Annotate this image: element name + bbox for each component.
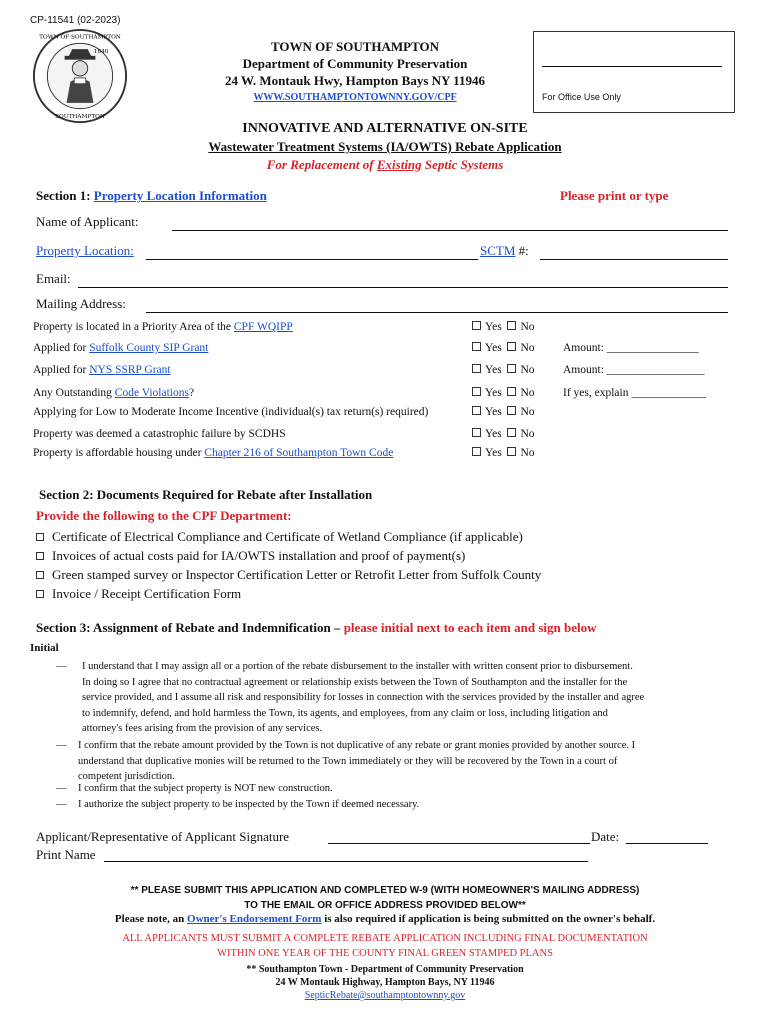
q7-no-label: No: [520, 447, 535, 459]
doc-item: [36, 565, 541, 584]
p4-dash[interactable]: —: [56, 799, 67, 810]
footer-line2: TO THE EMAIL OR OFFICE ADDRESS PROVIDED BELOW**: [244, 900, 526, 911]
q7-no-checkbox[interactable]: [507, 447, 516, 456]
footer-red1: ALL APPLICANTS MUST SUBMIT A COMPLETE REBATE APPLICATION INCLUDING FINAL DOCUMENTATION: [122, 933, 648, 944]
q2-no-label: No: [520, 342, 535, 354]
seal-bottom-text: SOUTHAMPTON: [55, 114, 105, 121]
q1-link[interactable]: CPF WQIPP: [233, 321, 293, 333]
footer-addr2: 24 W Montauk Highway, Hampton Bays, NY 11946: [275, 977, 495, 988]
p1-line-1: I understand that I may assign all or a portion of the rebate disbursement to the installer with written consent prior to disbursement.: [82, 661, 633, 672]
q6-yesno: [472, 428, 535, 440]
paragraph-1: [82, 659, 742, 737]
mailing-field[interactable]: [146, 298, 728, 313]
office-use-label: For Office Use Only: [542, 92, 621, 102]
email-field[interactable]: [78, 273, 728, 288]
title-block: [100, 121, 670, 173]
sctm-suffix: #:: [515, 243, 529, 258]
title-line3: [100, 157, 670, 173]
p2-line-1: I confirm that the rebate amount provided by the Town is not duplicative of any rebate or grant monies provided by another source. I: [78, 740, 636, 751]
footer-line1: ** PLEASE SUBMIT THIS APPLICATION AND COMPLETED W-9 (WITH HOMEOWNER'S MAILING ADDRESS): [130, 885, 640, 896]
office-use-box: [533, 31, 735, 113]
doc-item: [36, 546, 541, 565]
q2-amount[interactable]: Amount: ________________: [563, 342, 699, 354]
sctm-label-wrap: [480, 243, 529, 259]
print-name-field[interactable]: [104, 847, 588, 862]
q3-yes-label: Yes: [485, 364, 502, 376]
seal-year: 1640: [93, 48, 109, 55]
title-line3-em: Existing: [376, 157, 422, 172]
section3-label: Section 3: Assignment of Rebate and Indemnification –: [36, 620, 344, 635]
p1-line-5: attorney's fees arising from the provision of any services.: [82, 723, 323, 734]
section1-link[interactable]: Property Location Information: [93, 188, 267, 203]
q3-no-label: No: [520, 364, 535, 376]
section2-list: [36, 527, 541, 603]
print-note: Please print or type: [560, 188, 669, 203]
doc-checkbox-1[interactable]: [36, 533, 44, 541]
title-line3-post: Septic Systems: [421, 157, 504, 172]
name-field[interactable]: [172, 216, 728, 231]
q1-yesno: [472, 321, 535, 333]
footer-note-post: is also required if application is being submitted on the owner's behalf.: [321, 913, 656, 925]
section1-label: Section 1:: [36, 188, 94, 203]
footer-red-notice: [40, 931, 730, 961]
p1-dash[interactable]: —: [56, 661, 67, 672]
footer-email-link[interactable]: SepticRebate@southamptontownny.gov: [304, 990, 466, 1001]
email-label: Email:: [36, 271, 71, 286]
q3-yes-checkbox[interactable]: [472, 364, 481, 373]
q6-yes-checkbox[interactable]: [472, 428, 481, 437]
q7-yesno: [472, 447, 535, 459]
q7-text: [33, 447, 393, 459]
doc-item-4: Invoice / Receipt Certification Form: [52, 586, 242, 601]
q4-pre: Any Outstanding: [33, 387, 115, 399]
p1-line-2: In doing so I agree that no contractual agreement or relationship exists between the Town of Southampton and the installer for the: [82, 676, 628, 688]
q1-no-label: No: [520, 321, 535, 333]
q4-yes-label: Yes: [485, 387, 502, 399]
q5-yes-label: Yes: [485, 406, 502, 418]
doc-item-1: Certificate of Electrical Compliance and Certificate of Wetland Compliance (if applicable): [52, 529, 523, 544]
name-label: Name of Applicant:: [36, 214, 139, 229]
doc-checkbox-3[interactable]: [36, 571, 44, 579]
p2-dash[interactable]: —: [56, 740, 67, 751]
signature-field[interactable]: [328, 829, 590, 844]
q7-link[interactable]: Chapter 216 of Southampton Town Code: [204, 447, 394, 459]
q5-no-label: No: [520, 406, 535, 418]
q1-no-checkbox[interactable]: [507, 321, 516, 330]
q6-text: Property was deemed a catastrophic failure by SCDHS: [33, 428, 286, 440]
date-label: Date:: [591, 829, 620, 844]
q5-no-checkbox[interactable]: [507, 406, 516, 415]
sctm-label[interactable]: SCTM: [480, 243, 516, 258]
section2-heading: Section 2: Documents Required for Rebate after Installation: [39, 487, 373, 502]
footer-note-pre: Please note, an: [114, 913, 188, 925]
header-town: TOWN OF SOUTHAMPTON: [270, 39, 440, 54]
title-line1: INNOVATIVE AND ALTERNATIVE ON-SITE: [242, 121, 528, 136]
doc-item-2: Invoices of actual costs paid for IA/OWTS installation and proof of payment(s): [52, 548, 466, 563]
q3-pre: Applied for: [33, 364, 90, 376]
q1-pre: Property is located in a Priority Area of the: [33, 321, 234, 333]
office-use-line[interactable]: [542, 66, 722, 67]
paragraph-3: I confirm that the subject property is NOT new construction.: [78, 783, 333, 794]
signature-label: Applicant/Representative of Applicant Signature: [36, 829, 290, 844]
q4-yes-checkbox[interactable]: [472, 387, 481, 396]
section2-provide: Provide the following to the CPF Department:: [36, 508, 292, 523]
q2-yesno: [472, 342, 535, 354]
property-label[interactable]: Property Location:: [36, 243, 134, 258]
title-line2: Wastewater Treatment Systems (IA/OWTS) Rebate Application: [208, 139, 562, 154]
section3-heading: [36, 620, 596, 636]
q2-no-checkbox[interactable]: [507, 342, 516, 351]
town-seal-logo: [32, 28, 128, 124]
footer-submit: [60, 883, 710, 913]
p1-line-4: to indemnify, defend, and hold harmless the Town, its agents, and employees, from any claim or loss, including litigation and: [82, 707, 608, 719]
section3-label-red: please initial next to each item and sign below: [343, 620, 597, 635]
sctm-field[interactable]: [540, 245, 728, 260]
q2-link[interactable]: Suffolk County SIP Grant: [89, 342, 209, 354]
q6-no-label: No: [520, 428, 535, 440]
header-website-link[interactable]: WWW.SOUTHAMPTONTOWNNY.GOV/CPF: [253, 92, 457, 103]
q5-text: Applying for Low to Moderate Income Incentive (individual(s) tax return(s) required): [33, 406, 429, 418]
q4-link[interactable]: Code Violations: [114, 387, 189, 399]
mailing-label: Mailing Address:: [36, 296, 126, 311]
q4-explain[interactable]: If yes, explain _____________: [563, 387, 707, 399]
q7-yes-checkbox[interactable]: [472, 447, 481, 456]
q4-yesno: [472, 387, 535, 399]
q4-text: [33, 387, 194, 399]
q2-yes-label: Yes: [485, 342, 502, 354]
q3-no-checkbox[interactable]: [507, 364, 516, 373]
q7-pre: Property is affordable housing under: [33, 447, 205, 459]
q4-no-label: No: [520, 387, 535, 399]
owners-endorsement-link[interactable]: Owner's Endorsement Form: [187, 913, 322, 925]
p1-line-3: service provided, and I assume all risk and responsibility for losses in connection with the services provided by the installer and agree: [82, 692, 645, 703]
doc-checkbox-4[interactable]: [36, 590, 44, 598]
paragraph-2: [78, 738, 742, 785]
doc-item: [36, 527, 541, 546]
section1-heading: [36, 188, 267, 204]
header-dept: Department of Community Preservation: [242, 56, 468, 71]
q1-text: [33, 321, 293, 333]
q3-link[interactable]: NYS SSRP Grant: [89, 364, 171, 376]
footer-note: [20, 913, 750, 925]
footer-address: [60, 963, 710, 1002]
q2-yes-checkbox[interactable]: [472, 342, 481, 351]
print-name-label: Print Name: [36, 847, 96, 862]
q5-yes-checkbox[interactable]: [472, 406, 481, 415]
q3-yesno: [472, 364, 535, 376]
q4-no-checkbox[interactable]: [507, 387, 516, 396]
q1-yes-checkbox[interactable]: [472, 321, 481, 330]
doc-checkbox-2[interactable]: [36, 552, 44, 560]
q5-yesno: [472, 406, 535, 418]
p2-line-2: understand that duplicative monies will be returned to the Town immediately or they will be recovered by the Town in a court of: [78, 755, 618, 767]
seal-top-text: TOWN OF SOUTHAMPTON: [39, 34, 121, 41]
footer-addr1: ** Southampton Town - Department of Community Preservation: [246, 964, 524, 975]
q6-yes-label: Yes: [485, 428, 502, 440]
title-line3-pre: For Replacement of: [266, 157, 377, 172]
q7-yes-label: Yes: [485, 447, 502, 459]
q3-text: [33, 364, 171, 376]
footer-red2: WITHIN ONE YEAR OF THE COUNTY FINAL GREEN STAMPED PLANS: [217, 948, 553, 959]
q2-pre: Applied for: [33, 342, 90, 354]
form-code: CP-11541 (02-2023): [30, 15, 121, 26]
doc-item-3: Green stamped survey or Inspector Certification Letter or Retrofit Letter from Suffolk County: [52, 567, 542, 582]
q6-no-checkbox[interactable]: [507, 428, 516, 437]
q4-post: ?: [188, 387, 195, 399]
date-field[interactable]: [626, 829, 708, 844]
p3-dash[interactable]: —: [56, 783, 67, 794]
paragraph-4: I authorize the subject property to be inspected by the Town if deemed necessary.: [78, 799, 420, 810]
initial-label: Initial: [30, 642, 59, 654]
p2-line-3: competent jurisdiction.: [78, 771, 175, 782]
header-address: 24 W. Montauk Hwy, Hampton Bays NY 11946: [225, 73, 485, 88]
q3-amount[interactable]: Amount: _________________: [563, 364, 705, 376]
doc-item: [36, 584, 541, 603]
header-block: [170, 38, 540, 106]
q1-yes-label: Yes: [485, 321, 502, 333]
property-field[interactable]: [146, 245, 478, 260]
q2-text: [33, 342, 208, 354]
